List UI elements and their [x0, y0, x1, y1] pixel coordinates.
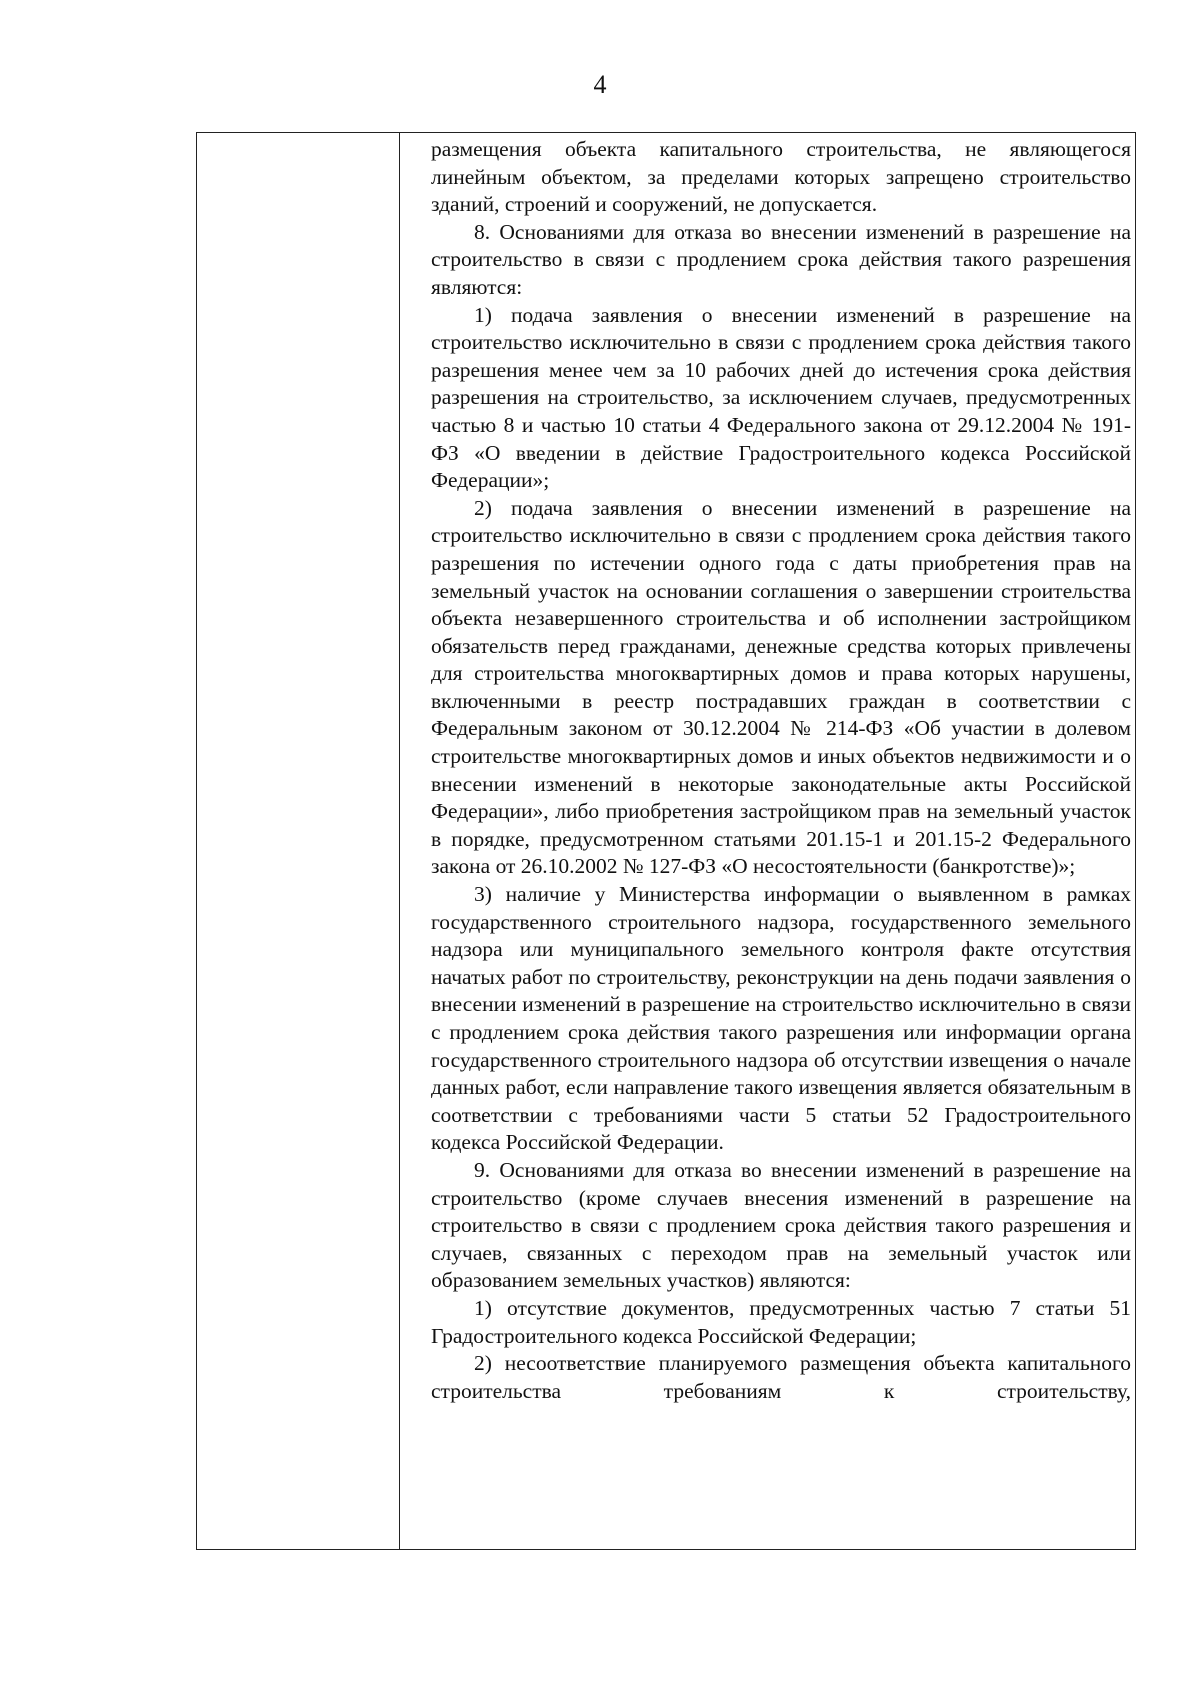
paragraph-item-9: 9. Основаниями для отказа во внесении изменений в разрешение на строительство (кроме случаев внесения изменений в разрешение на строительство в связи с продлением срока действия такого разрешения и случаев, связанных с переходом прав на земельный участок или образованием земельных участков) являются: — [431, 1157, 1131, 1293]
paragraph-item-8-3: 3) наличие у Министерства информации о выявленном в рамках государственного строительного надзора, государственного земельного надзора или муниципального земельного контроля факте отсутствия начатых работ по строительству, реконструкции на день подачи заявления о внесении изменений в разрешение на строительство исключительно в связи с продлением срока действия такого разрешения или информации органа государственного строительного надзора об отсутствии извещения о начале данных работ, если направление такого извещения является обязательным в соответствии с требованиями части 5 статьи 52 Градостроительного кодекса Российской Федерации. — [431, 882, 1131, 1155]
document-table — [196, 132, 1136, 1550]
page-number: 4 — [593, 70, 607, 99]
text-cell — [431, 136, 1131, 1405]
paragraph-item-8-2: 2) подача заявления о внесении изменений в разрешение на строительство исключительно в связи с продлением срока действия такого разрешения по истечении одного года с даты приобретения прав на земельный участок на основании соглашения о завершении строительства объекта незавершенного строительства и об исполнении застройщиком обязательств перед гражданами, денежные средства которых привлечены для строительства многоквартирных домов и права которых нарушены, включенными в реестр пострадавших граждан в соответствии с Федеральным законом от 30.12.2004 № 214-ФЗ «Об участии в долевом строительстве многоквартирных домов и иных объектов недвижимости и о внесении изменений в некоторые законодательные акты Российской Федерации», либо приобретения застройщиком прав на земельный участок в порядке, предусмотренном статьями 201.15-1 и 201.15-2 Федерального закона от 26.10.2002 № 127-ФЗ «О несостоятельности (банкротстве)»; — [431, 495, 1131, 879]
paragraph-continuation: размещения объекта капитального строительства, не являющегося линейным объектом, за пределами которых запрещено строительство зданий, строений и сооружений, не допускается. — [431, 137, 1131, 217]
column-divider — [399, 133, 400, 1549]
paragraph-item-9-2: 2) несоответствие планируемого размещения объекта капитального строительства требованиям к строительству, — [431, 1351, 1131, 1403]
paragraph-item-8-1: 1) подача заявления о внесении изменений в разрешение на строительство исключительно в связи с продлением срока действия такого разрешения менее чем за 10 рабочих дней до истечения срока действия разрешения на строительство, за исключением случаев, предусмотренных частью 8 и частью 10 статьи 4 Федерального закона от 29.12.2004 № 191-ФЗ «О введении в действие Градостроительного кодекса Российской Федерации»; — [431, 302, 1131, 493]
paragraph-item-8: 8. Основаниями для отказа во внесении изменений в разрешение на строительство в связи с продлением срока действия такого разрешения являются: — [431, 219, 1131, 299]
paragraph-item-9-1: 1) отсутствие документов, предусмотренных частью 7 статьи 51 Градостроительного кодекса Российской Федерации; — [431, 1295, 1131, 1348]
